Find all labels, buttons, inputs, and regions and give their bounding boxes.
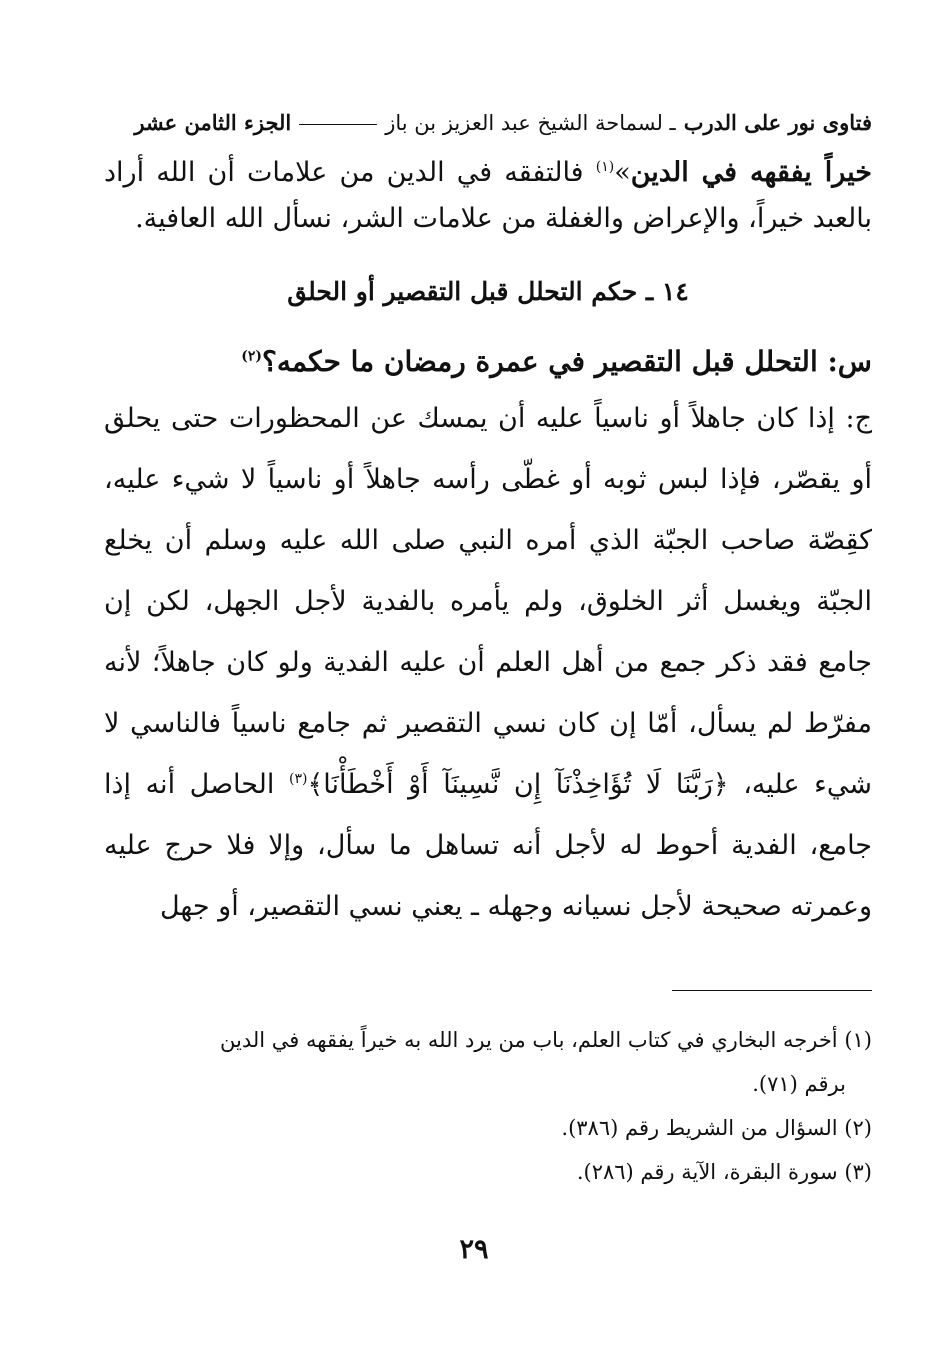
answer-paragraph (104, 388, 872, 937)
section-heading: ١٤ ـ حكم التحلل قبل التقصير أو الحلق (287, 277, 689, 306)
page-number: ٢٩ (459, 1234, 489, 1265)
footnote-1-cont: برقم (٧١). (752, 1072, 846, 1096)
answer-part-2: الحاصل أنه إذا جامع، الفدية أحوط له لأجل أنه تساهل ما سأل، وإلا فلا حرج عليه وعمرته صحيحة لأجل نسيانه وجهله ـ يعني نسي التقصير، أو جهل (104, 769, 872, 922)
footnote-2: (٢) السؤال من الشريط رقم (٣٨٦). (561, 1116, 872, 1140)
volume-label: الجزء الثامن عشر (134, 110, 292, 135)
quran-verse: ﴿رَبَّنَا لَا تُؤَاخِذْنَآ إِن نَّسِينَآ أَوْ أَخْطَأْنَا﴾ (307, 769, 729, 800)
footnote-ref-3: (٣) (288, 771, 308, 787)
answer-part-1: ج: إذا كان جاهلاً أو ناسياً عليه أن يمسك عن المحظورات حتى يحلق أو يقصّر، فإذا لبس ثوبه أو غطّى رأسه جاهلاً أو ناسياً لا شيء عليه، كقِصّة صاحب الجبّة الذي أمره النبي صلى الله عليه وسلم أن يخلع الجبّة ويغسل أثر الخلوق، ولم يأمره بالفدية لأجل الجهل، لكن إن جامع فقد ذكر جمع من أهل العلم أن عليه الفدية ولو كان جاهلاً؛ لأنه مفرّط لم يسأل، أمّا إن كان نسي التقصير ثم جامع ناسياً فالناسي لا شيء عليه، (104, 403, 872, 800)
continuation-paragraph: خيراً يفقهه في الدين»$^{(١)}$ فالتفقه في الدين من علامات أن الله أراد بالعبد خيراً، والإعراض والغفلة من علامات الشر، نسأل الله العافية. (104, 157, 872, 234)
question-text: س: التحلل قبل التقصير في عمرة رمضان ما حكمه؟ (262, 345, 872, 378)
book-title: فتاوى نور على الدرب (683, 110, 872, 135)
hadith-end: خيراً يفقهه في الدين (630, 157, 872, 188)
continuation-rest: فالتفقه في الدين من علامات أن الله أراد بالعبد خيراً، والإعراض والغفلة من علامات الشر، نسأل الله العافية. (104, 157, 872, 234)
footnote-separator (672, 990, 872, 991)
running-header (104, 110, 872, 135)
footnote-ref-2: (٢) (241, 348, 263, 365)
question-paragraph (104, 336, 872, 388)
footnote-3: (٣) سورة البقرة، الآية رقم (٢٨٦). (576, 1160, 872, 1184)
footnotes (104, 1018, 872, 1194)
footnote-ref-1: (١) (595, 159, 615, 175)
body-text (104, 150, 872, 937)
author-name: ـ لسماحة الشيخ عبد العزيز بن باز (385, 110, 676, 135)
header-dash (299, 124, 377, 125)
footnote-1: (١) أخرجه البخاري في كتاب العلم، باب من يرد الله به خيراً يفقهه في الدين (220, 1028, 872, 1052)
